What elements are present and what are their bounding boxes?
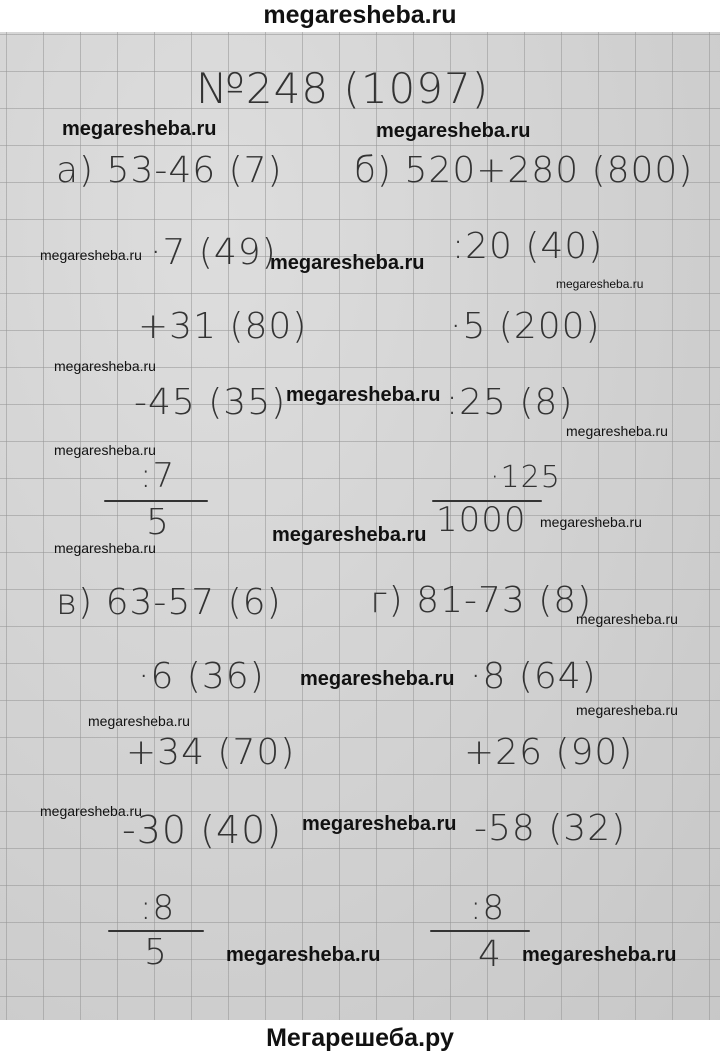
watermark: megaresheba.ru <box>40 803 142 819</box>
part-v-step-2: +34 (70) <box>126 732 296 773</box>
watermark: megaresheba.ru <box>54 442 156 458</box>
part-a-step-2: +31 (80) <box>138 306 308 347</box>
watermark: megaresheba.ru <box>54 540 156 556</box>
part-g-step-1: ·8 (64) <box>470 656 597 697</box>
part-v-expression: в) 63-57 (6) <box>56 582 282 623</box>
part-v-fraction-bottom: 5 <box>144 932 168 973</box>
watermark: megaresheba.ru <box>270 252 425 274</box>
part-b-step-2: ·5 (200) <box>450 306 601 347</box>
watermark: megaresheba.ru <box>54 358 156 374</box>
watermark: megaresheba.ru <box>576 702 678 718</box>
part-g-fraction-top: :8 <box>470 888 506 928</box>
part-v-fraction-top: :8 <box>140 888 176 928</box>
watermark: megaresheba.ru <box>88 713 190 729</box>
part-v-step-3: -30 (40) <box>122 808 283 852</box>
part-a-expression: а) 53-46 (7) <box>56 150 283 191</box>
footer-site-name: Мегарешеба.ру <box>266 1024 454 1052</box>
watermark: megaresheba.ru <box>226 944 381 966</box>
watermark: megaresheba.ru <box>300 668 455 690</box>
watermark: megaresheba.ru <box>566 423 668 439</box>
part-g-step-2: +26 (90) <box>464 732 634 773</box>
watermark: megaresheba.ru <box>540 514 642 530</box>
part-a-fraction-bottom: 5 <box>146 502 170 543</box>
part-g-fraction-bottom: 4 <box>478 934 502 975</box>
task-title: №248 (1097) <box>196 64 490 113</box>
part-g-fraction-bar <box>430 930 530 932</box>
watermark: megaresheba.ru <box>286 384 441 406</box>
part-g-step-3: -58 (32) <box>474 808 627 849</box>
part-a-fraction-top: :7 <box>140 456 176 496</box>
site-footer <box>0 1020 720 1058</box>
watermark: megaresheba.ru <box>40 247 142 263</box>
part-b-expression: б) 520+280 (800) <box>354 150 694 191</box>
watermark: megaresheba.ru <box>272 524 427 546</box>
part-b-step-1: :20 (40) <box>452 226 604 267</box>
part-v-step-1: ·6 (36) <box>138 656 265 697</box>
part-b-fraction-bottom: 1000 <box>436 500 527 540</box>
watermark: megaresheba.ru <box>576 611 678 627</box>
watermark: megaresheba.ru <box>556 277 644 291</box>
part-b-step-3: :25 (8) <box>446 382 574 423</box>
part-a-step-3: -45 (35) <box>134 382 287 423</box>
watermark: megaresheba.ru <box>62 118 217 140</box>
part-g-expression: г) 81-73 (8) <box>370 580 593 621</box>
watermark: megaresheba.ru <box>302 813 457 835</box>
watermark: megaresheba.ru <box>522 944 677 966</box>
header-site-name: megaresheba.ru <box>263 1 457 29</box>
site-header <box>0 0 720 32</box>
watermark: megaresheba.ru <box>376 120 531 142</box>
part-b-fraction-top: ·125 <box>490 460 561 495</box>
part-a-step-1: ·7 (49) <box>150 232 277 273</box>
